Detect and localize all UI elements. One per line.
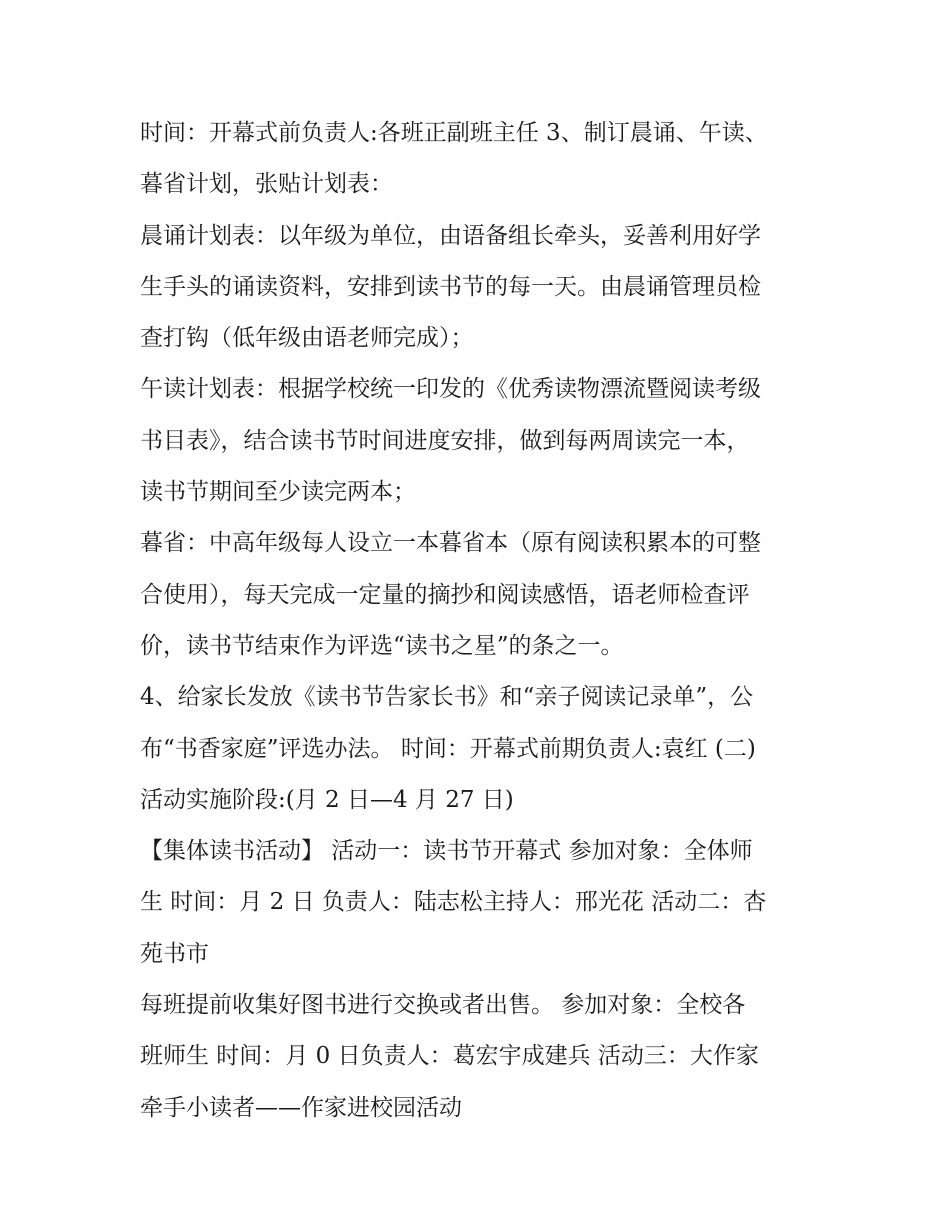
- text-line: 午读计划表：根据学校统一印发的《优秀读物漂流暨阅读考级: [140, 376, 761, 403]
- text-line: 合使用），每天完成一定量的摘抄和阅读感悟，语老师检查评: [140, 581, 750, 608]
- text-line: 暮省：中高年级每人设立一本暮省本（原有阅读积累本的可整: [140, 530, 761, 557]
- text-line: 【集体读书活动】 活动一：读书节开幕式 参加对象：全体师: [140, 838, 753, 865]
- text-line: 价，读书节结束作为评选“读书之星”的条之一。: [140, 632, 624, 659]
- text-line: 时间：开幕式前负责人:各班正副班主任 3、制订晨诵、午读、: [140, 120, 768, 146]
- text-line: 生 时间：月 2 日 负责人：陆志松主持人：邢光花 活动二：杏: [140, 889, 767, 916]
- text-line: 书目表》，结合读书节时间进度安排，做到每两周读完一本，: [140, 427, 750, 454]
- text-line: 活动实施阶段:(月 2 日—4 月 27 日): [140, 786, 514, 813]
- body-text: [140, 108, 820, 1134]
- text-line: 布“书香家庭”评选办法。 时间：开幕式前期负责人:袁红 (二): [140, 735, 756, 762]
- text-line: 每班提前收集好图书进行交换或者出售。 参加对象：全校各: [140, 992, 746, 1019]
- text-line: 查打钩（低年级由语老师完成）；: [140, 325, 474, 352]
- text-line: 暮省计划，张贴计划表：: [140, 171, 393, 198]
- text-line: 晨诵计划表：以年级为单位，由语备组长牵头，妥善利用好学: [140, 222, 761, 249]
- text-line: 4、给家长发放《读书节告家长书》和“亲子阅读记录单”，公: [140, 684, 754, 711]
- text-line: 生手头的诵读资料，安排到读书节的每一天。由晨诵管理员检: [140, 273, 761, 300]
- text-line: 苑书市: [140, 940, 209, 967]
- text-line: 牵手小读者——作家进校园活动: [140, 1094, 462, 1121]
- text-line: 读书节期间至少读完两本；: [140, 479, 416, 506]
- text-line: 班师生 时间：月 0 日负责人：葛宏宇成建兵 活动三：大作家: [140, 1043, 759, 1070]
